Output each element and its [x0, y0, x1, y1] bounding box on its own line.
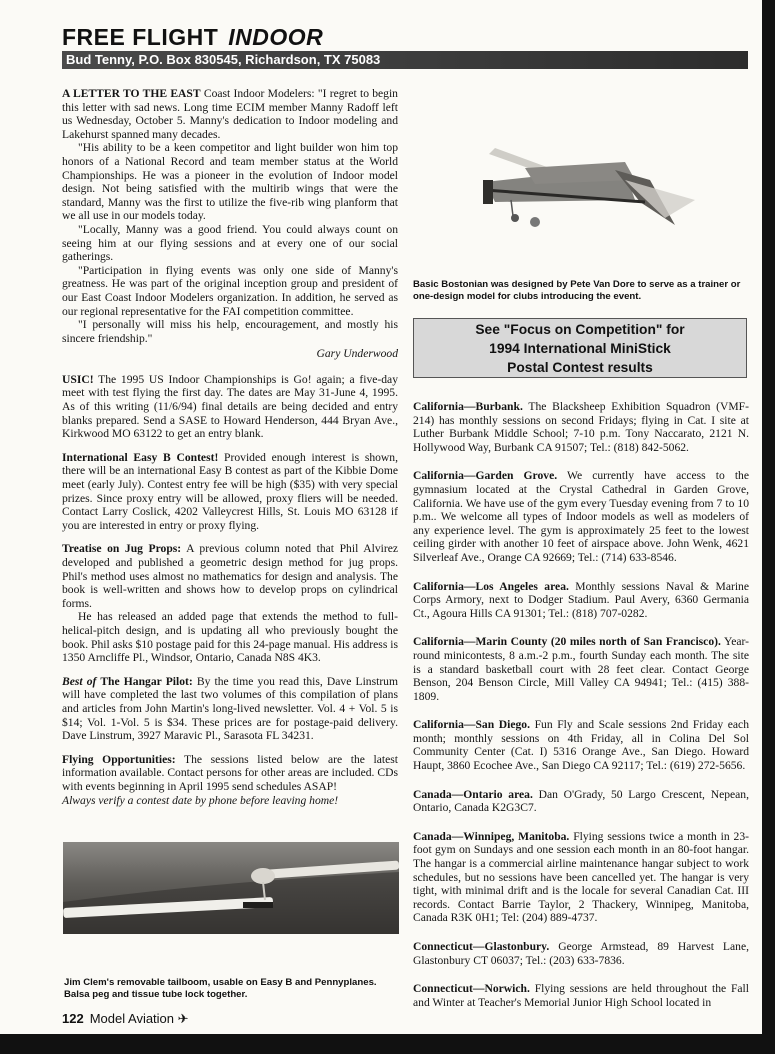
- letter-paragraph: "I personally will miss his help, encouragement, and mostly his sincere friendship.": [62, 318, 398, 345]
- listing-item: Connecticut—Glastonbury. George Armstead, 89 Harvest Lane, Glastonbury CT 06037; Tel.: (203) 633-7836.: [413, 940, 749, 967]
- listing-item: California—San Diego. Fun Fly and Scale sessions 2nd Friday each month; monthly sessions on 4th Friday, all in Colina Del Sol Community Center (Cat. I) 5316 Orange Ave., San Diego. Howard Haupt, 3860 Ecochee Ave., San Diego CA 92117; Tel.: (619) 272-5656.: [413, 718, 749, 773]
- usic-paragraph: USIC! The 1995 US Indoor Championships is Go! again; a five-day meet with test flying the first day. The dates are May 31-June 4, 1995. As of this writing (11/6/94) final details are being decided and entry blanks prepared. Send a SASE to Howard Henderson, 444 Bryan Ave., Kirkwood MO 63122 to get an entry blank.: [62, 372, 398, 441]
- page-number: 122: [62, 1011, 84, 1026]
- focus-line-2: 1994 International MiniStick: [489, 341, 671, 356]
- listing-item: California—Burbank. The Blacksheep Exhibition Squadron (VMF-214) has monthly sessions on second Fridays; flying in Cat. I site at Luther Burbank Middle School; 7-10 p.m. Tony Naccarato, 2121 N. Hollywood Way, Burbank CA 91507; Tel.: (818) 842-5062.: [413, 400, 749, 454]
- right-column: [413, 400, 749, 1009]
- listing-item: California—Marin County (20 miles north of San Francisco). Year-round minicontests, 8 a.m.-2 p.m., fourth Sunday each month. The site is a standard basketball court with 28 feet clear. Contact George Benson, 204 Benson Circle, Mill Valley CA 94941; Tel.: (415) 388-1809.: [413, 635, 749, 703]
- letter-paragraph: "Participation in flying events was only one side of Manny's greatness. He was part of the original inception group and president of our East Coast Indoor Modelers organization. In addition, he served as our regional representative for the FAI competition committee.: [62, 263, 398, 318]
- flying-paragraph: Flying Opportunities: The sessions listed below are the latest information available. Contact persons for other areas are included. CDs with events beginning in April 1995 send schedules ASAP! Always verify a contest date by phone before leaving home!: [62, 752, 398, 807]
- bostonian-illustration: [465, 140, 705, 250]
- verify-note: Always verify a contest date by phone before leaving home!: [62, 793, 339, 807]
- listing-item: Canada—Winnipeg, Manitoba. Flying sessions twice a month in 23-foot gym on Sundays and one session each month in an 80-foot hangar. The hangar is a commercial airline maintenance hangar subject to work schedules, but no sessions have been cancelled yet. The hangar is very tight, with minimal drift and is the locale for several Canadian Cat. III records. Contact Barrie Taylor, 2 Thackery, Winnipeg, Manitoba, Canada R3K 0H1; Tel: (204) 889-4737.: [413, 829, 750, 925]
- plane-icon: ✈: [177, 1011, 189, 1026]
- title-main: FREE FLIGHT: [62, 24, 219, 50]
- tailboom-caption: Jim Clem's removable tailboom, usable on Easy B and Pennyplanes. Balsa peg and tissue tube lock together.: [64, 977, 377, 1000]
- focus-competition-box: [413, 318, 747, 378]
- page-footer: [62, 1011, 189, 1027]
- tailboom-photo: [63, 842, 399, 934]
- easyb-paragraph: International Easy B Contest! Provided enough interest is shown, there will be an international Easy B contest as part of the Kibbie Dome meet (early July). Contest entry fee will be high ($35) with very special prizes. Since proxy entry will be allowed, proxy fliers will be needed. Contact Larry Coslick, 4202 Valleycrest Hills, St. Louis MO 63128 if you are interested in entry or proxy flying.: [62, 450, 398, 532]
- title-italic: INDOOR: [228, 24, 324, 50]
- letter-signature: Gary Underwood: [316, 347, 398, 361]
- column-title: [62, 24, 323, 51]
- hangar-paragraph: Best of The Hangar Pilot: By the time you read this, Dave Linstrum will have completed the last two volumes of this compilation of plans and articles from John Martin's long-lived newsletter. Vol. 4 + Vol. 5 is $14; Vol. 1-Vol. 5 is $34. These prices are for postage-paid delivery. Dave Linstrum, 3927 Maravic Pl., Sarasota FL 34231.: [62, 674, 398, 743]
- letter-lead: A LETTER TO THE EAST: [62, 87, 201, 100]
- letter-paragraph: "His ability to be a keen competitor and light builder won him top honors of a National Record and team member status at the World Championships. He was a pioneer in the evolution of Indoor model design. Not being satisfied with the multirib wings that were the standard, Manny was the first to utilize the five-rib wing planform that we all use in our models today.: [62, 141, 398, 223]
- letter-paragraph: A LETTER TO THE EAST Coast Indoor Modelers: "I regret to begin this letter with sad news. Long time ECIM member Manny Radoff left us Wednesday, October 5. Manny's dedication to Indoor modeling and Lakehurst spanned many decades.: [62, 87, 398, 141]
- focus-line-3: Postal Contest results: [507, 360, 653, 375]
- listing-item: Canada—Ontario area. Dan O'Grady, 50 Largo Crescent, Nepean, Ontario, Canada K2G3C7.: [413, 787, 749, 815]
- treatise-paragraph: Treatise on Jug Props: A previous column noted that Phil Alvirez developed and published a geometric design method for jug props. Phil's method uses almost no mathematics for design and analysis. The book is well-written and shows how to develop props on cylindrical forms.: [62, 542, 399, 610]
- focus-line-1: See "Focus on Competition" for: [475, 322, 685, 337]
- listing-item: Connecticut—Norwich. Flying sessions are held throughout the Fall and Winter at Teacher's Memorial Junior High School located in: [413, 982, 749, 1009]
- bostonian-caption: Basic Bostonian was designed by Pete Van Dore to serve as a trainer or one-design model for clubs introducing the event.: [413, 279, 741, 302]
- bostonian-photo: [465, 140, 705, 250]
- listing-item: California—Los Angeles area. Monthly sessions Naval & Marine Corps Armory, next to Dodger Stadium. Paul Avery, 6360 Germania Ct., Agoura Hills CA 91301; Tel.: (818) 707-0282.: [413, 579, 749, 620]
- magazine-name: Model Aviation: [89, 1011, 175, 1026]
- tailboom-illustration: [63, 842, 399, 934]
- treatise-paragraph-2: He has released an added page that extends the method to full-helical-pitch design, and is updating all who previously bought the book. Phil asks $10 postage paid for this 24-page manual. His address is 1350 Arncliffe Pl., Windsor, Ontario, Canada N8S 4K3.: [62, 610, 398, 665]
- letter-paragraph: "Locally, Manny was a good friend. You could always count on seeing him at our flying sessions and at every one of our social gatherings.: [62, 222, 398, 264]
- listing-item: California—Garden Grove. We currently have access to the gymnasium located at the Crystal Cathedral in Garden Grove, California. We have use of the gym every Tuesday evening from 7 to 10 p.m.. We welcome all types of Indoor models as well as modelers of any experience level. The gym is approximately 25 feet to the lowest ceiling girder with another 10 feet of airspace above. John Wenk, 4621 Silverleaf Ave., Orange CA 92669; Tel.: (714) 633-8546.: [413, 469, 749, 564]
- left-column: [62, 87, 398, 807]
- author-address: Bud Tenny, P.O. Box 830545, Richardson, TX 75083: [66, 52, 381, 67]
